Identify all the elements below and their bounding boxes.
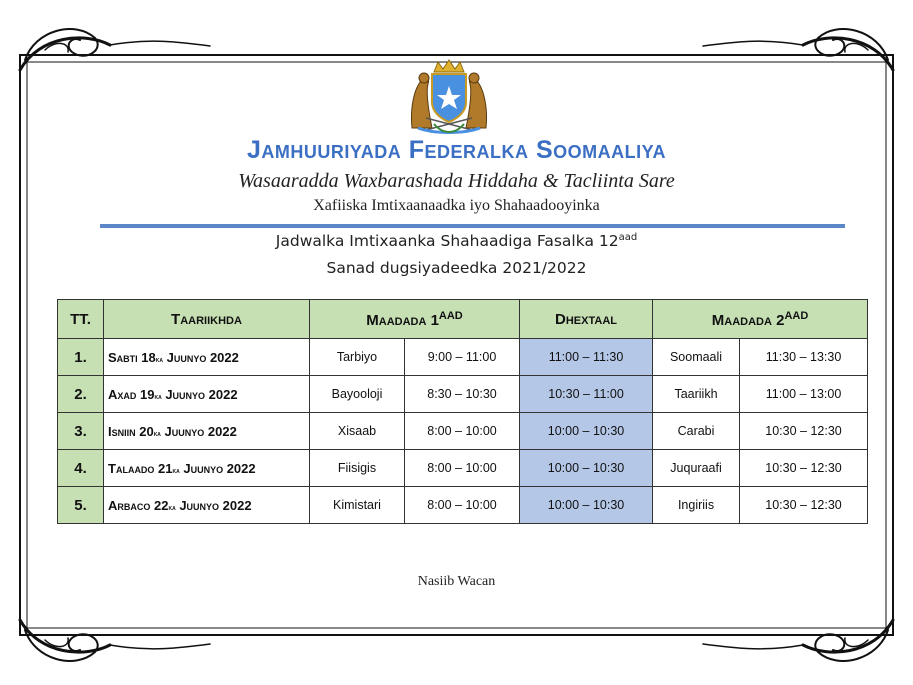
row-date-day: Isniin 20 (108, 423, 154, 439)
row-time1: 8:00 – 10:00 (405, 487, 520, 524)
header-subject2-sup: AAD (784, 309, 809, 322)
row-date (104, 339, 310, 376)
row-date-day: Sabti 18 (108, 349, 156, 365)
row-date-day: Axad 19 (108, 386, 155, 402)
row-subject1: Tarbiyo (310, 339, 405, 376)
row-num: 2. (58, 376, 104, 413)
row-time2: 10:30 – 12:30 (740, 487, 868, 524)
row-date-suffix: ka (154, 393, 162, 401)
header-date: Taariikhda (104, 300, 310, 339)
header-subject2 (653, 300, 868, 339)
row-num: 1. (58, 339, 104, 376)
row-date (104, 413, 310, 450)
schedule-title (0, 232, 913, 250)
row-date-month: Juunyo 2022 (162, 349, 239, 365)
row-date-day: Talaado 21 (108, 460, 173, 476)
row-break: 10:30 – 11:00 (520, 376, 653, 413)
schedule-title-text: Jadwalka Imtixaanka Shahaadiga Fasalka 12 (275, 232, 619, 251)
row-break: 10:00 – 10:30 (520, 413, 653, 450)
row-date-suffix: ka (172, 467, 180, 475)
header-subject2-text: Maadada 2 (711, 311, 785, 329)
coat-of-arms-icon (404, 58, 494, 136)
row-time1: 8:00 – 10:00 (405, 450, 520, 487)
row-subject1: Fiisigis (310, 450, 405, 487)
table-row (58, 413, 868, 450)
table-row (58, 450, 868, 487)
header-subject1 (310, 300, 520, 339)
row-date-month: Juunyo 2022 (179, 460, 256, 476)
row-time2: 11:00 – 13:00 (740, 376, 868, 413)
school-year: Sanad dugsiyadeedka 2021/2022 (326, 259, 587, 277)
row-date (104, 487, 310, 524)
row-date-month: Juunyo 2022 (160, 423, 237, 439)
row-date-suffix: ka (155, 356, 163, 364)
row-break: 10:00 – 10:30 (520, 450, 653, 487)
table-row (58, 339, 868, 376)
row-time1: 9:00 – 11:00 (405, 339, 520, 376)
row-subject2: Ingiriis (653, 487, 740, 524)
header-subject1-sup: AAD (438, 309, 463, 322)
table-row (58, 487, 868, 524)
row-time2: 10:30 – 12:30 (740, 450, 868, 487)
row-date (104, 376, 310, 413)
row-subject1: Xisaab (310, 413, 405, 450)
office-name: Xafiiska Imtixaanaadka iyo Shahaadooyinka (313, 197, 600, 214)
row-num: 4. (58, 450, 104, 487)
row-subject2: Carabi (653, 413, 740, 450)
row-num: 3. (58, 413, 104, 450)
row-date-month: Juunyo 2022 (161, 386, 238, 402)
row-num: 5. (58, 487, 104, 524)
header-num: TT. (58, 300, 104, 339)
row-subject1: Kimistari (310, 487, 405, 524)
row-subject2: Soomaali (653, 339, 740, 376)
row-subject2: Taariikh (653, 376, 740, 413)
table-row (58, 376, 868, 413)
row-date-suffix: ka (168, 504, 176, 512)
schedule-title-sup: aad (618, 232, 638, 243)
row-time1: 8:30 – 10:30 (405, 376, 520, 413)
row-time1: 8:00 – 10:00 (405, 413, 520, 450)
row-subject1: Bayooloji (310, 376, 405, 413)
row-date-suffix: ka (153, 430, 161, 438)
row-break: 10:00 – 10:30 (520, 487, 653, 524)
row-time2: 11:30 – 13:30 (740, 339, 868, 376)
country-title: Jamhuuriyada Federalka Soomaaliya (247, 136, 666, 164)
exam-schedule-table (57, 299, 868, 524)
ministry-name: Wasaaradda Waxbarashada Hiddaha & Tacliinta Sare (238, 170, 675, 192)
row-date-month: Juunyo 2022 (175, 497, 252, 513)
header-divider (100, 224, 845, 228)
row-break: 11:00 – 11:30 (520, 339, 653, 376)
row-subject2: Juquraafi (653, 450, 740, 487)
header-subject1-text: Maadada 1 (366, 311, 439, 329)
table-header-row (58, 300, 868, 339)
header-break: Dhextaal (520, 300, 653, 339)
row-date (104, 450, 310, 487)
row-date-day: Arbaco 22 (108, 497, 169, 513)
row-time2: 10:30 – 12:30 (740, 413, 868, 450)
closing-message: Nasiib Wacan (417, 574, 496, 589)
